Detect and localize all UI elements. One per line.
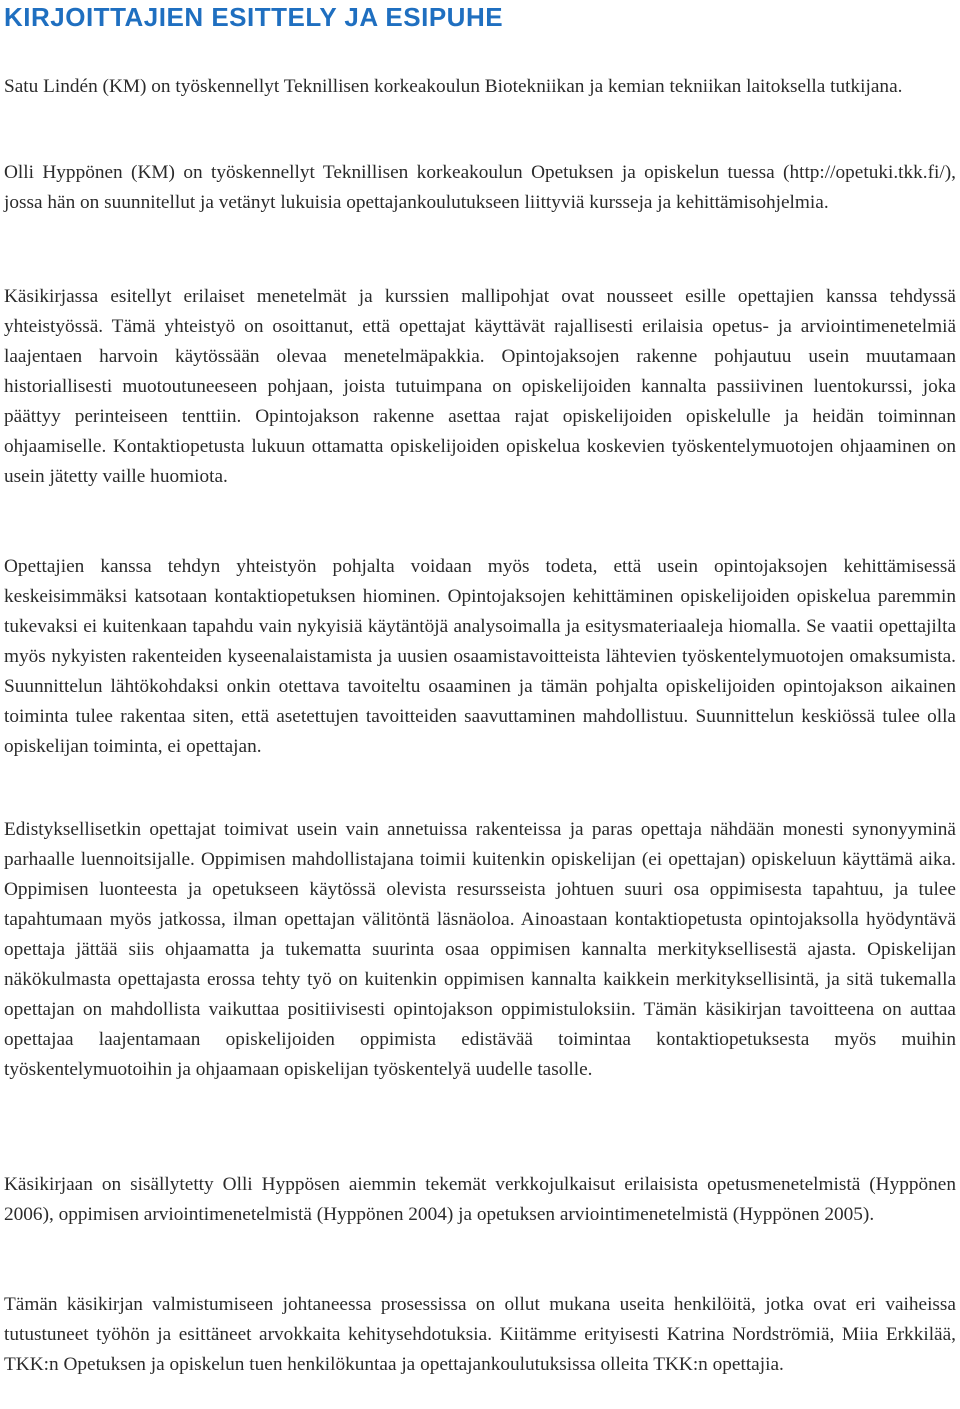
paragraph-methods: Käsikirjassa esitellyt erilaiset menetelmät ja kurssien mallipohjat ovat nousseet esille opettajien kanssa tehdyssä yhteistyössä. Tämä yhteistyö on osoittanut, että opettajat käyttävät rajallisesti erilaisia opetus- ja arviointimenetelmiä laajentaen harvoin käytössään olevaa menetelmäpakkia. Opintojaksojen rakenne pohjautuu usein muutamaan historiallisesti muotoutuneeseen pohjaan, joista tutuimpana on opiskelijoiden kannalta passiivinen luentokurssi, joka päättyy perinteiseen tenttiin. Opintojakson rakenne asettaa rajat opiskelijoiden opiskelulle ja heidän toiminnan ohjaamiselle. Kontaktiopetusta lukuun ottamatta opiskelijoiden opiskelua koskevien työskentelymuotojen ohjaaminen on usein jätetty vaille huomiota. [4,286,956,487]
paragraph-student-learning: Edistyksellisetkin opettajat toimivat usein vain annetuissa rakenteissa ja paras opettaja nähdään monesti synonyyminä parhaalle luennoitsijalle. Oppimisen mahdollistajana toimii kuitenkin opiskelijan (ei opettajan) opiskeluun käyttämä aika. Oppimisen luonteesta ja opetukseen käytössä olevista resursseista johtuen suuri osa oppimisesta tapahtuu, ja tulee tapahtumaan myös jatkossa, ilman opettajan välitöntä läsnäoloa. Ainoastaan kontaktiopetusta opintojaksolla hyödyntävä opettaja jättää siis ohjaamatta ja tukematta suurinta osaa oppimisen kannalta merkityksellisestä ajasta. Opiskelijan näkökulmasta opettajasta erossa tehty työ on kuitenkin oppimisen kannalta kaikkein merkityksellisintä, ja sitä tukemalla opettajan on mahdollista vaikuttaa positiivisesti opintojakson oppimistuloksiin. Tämän käsikirjan tavoitteena on auttaa opettajaa laajentamaan opiskelijoiden oppimista edistävää toimintaa kontaktiopetuksesta myös muihin työskentelymuotoihin ja ohjaamaan opiskelijan työskentelyä uudelle tasolle. [4,819,956,1080]
paragraph-included-publications: Käsikirjaan on sisällytetty Olli Hyppösen aiemmin tekemät verkkojulkaisut erilaisista opetusmenetelmistä (Hyppönen 2006), oppimisen arviointimenetelmistä (Hyppönen 2004) ja opetuksen arviointimenetelmistä (Hyppönen 2005). [4,1174,956,1225]
paragraph-course-development: Opettajien kanssa tehdyn yhteistyön pohjalta voidaan myös todeta, että usein opintojaksojen kehittämisessä keskeisimmäksi katsotaan kontaktiopetuksen hiominen. Opintojaksojen kehittäminen opiskelijoiden opiskelua paremmin tukevaksi ei kuitenkaan tapahdu vain nykyisiä käytäntöjä analysoimalla ja esitysmateriaaleja hiomalla. Se vaatii opettajilta myös nykyisten rakenteiden kyseenalaistamista ja uusien osaamistavoitteista lähtevien työskentelymuotojen omaksumista. Suunnittelun lähtökohdaksi onkin otettava tavoiteltu osaaminen ja tämän pohjalta opiskelijoiden opintojakson aikainen toiminta tulee rakentaa siten, että asetettujen tavoitteiden saavuttaminen mahdollistuu. Suunnittelun keskiössä tulee olla opiskelijan toiminta, ei opettajan. [4,556,956,757]
page-title: KIRJOITTAJIEN ESITTELY JA ESIPUHE [4,2,504,32]
paragraph-author-hypponen: Olli Hyppönen (KM) on työskennellyt Teknillisen korkeakoulun Opetuksen ja opiskelun tuessa (http://opetuki.tkk.fi/), jossa hän on suunnitellut ja vetänyt lukuisia opettajankoulutukseen liittyviä kursseja ja kehittämisohjelmia. [4,162,956,213]
paragraph-acknowledgements: Tämän käsikirjan valmistumiseen johtaneessa prosessissa on ollut mukana useita henkilöitä, jotka ovat eri vaiheissa tutustuneet työhön ja esittäneet arvokkaita kehitysehdotuksia. Kiitämme erityisesti Katrina Nordströmiä, Miia Erkkilää, TKK:n Opetuksen ja opiskelun tuen henkilökuntaa ja opettajankoulutuksissa olleita TKK:n opettajia. [4,1294,956,1375]
paragraph-author-linden: Satu Lindén (KM) on työskennellyt Teknillisen korkeakoulun Biotekniikan ja kemian tekniikan laitoksella tutkijana. [4,76,903,97]
